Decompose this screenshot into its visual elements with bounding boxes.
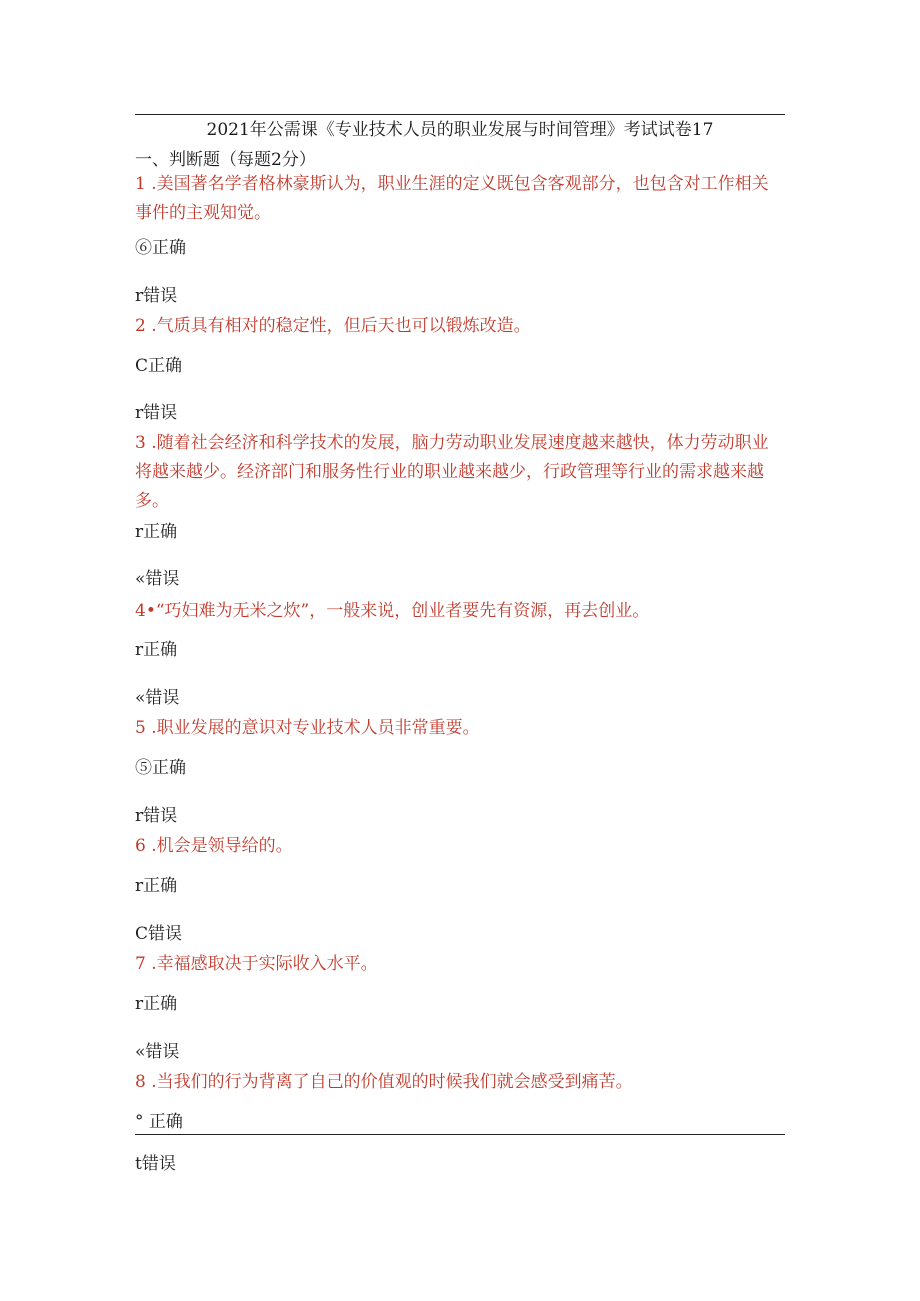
q7-option-true[interactable]: r正确 bbox=[135, 994, 178, 1014]
exam-title: 2021年公需课《专业技术人员的职业发展与时间管理》考试试卷17 bbox=[206, 120, 714, 140]
question-2: 2 .气质具有相对的稳定性，但后天也可以锻炼改造。 bbox=[135, 316, 531, 336]
q6-option-true[interactable]: r正确 bbox=[135, 876, 178, 896]
q2-option-false[interactable]: r错误 bbox=[135, 403, 178, 423]
bottom-rule bbox=[135, 1134, 785, 1135]
question-6: 6 .机会是领导给的。 bbox=[135, 836, 293, 856]
question-4: 4•“巧妇难为无米之炊”，一般来说，创业者要先有资源，再去创业。 bbox=[135, 601, 650, 621]
q8-option-false[interactable]: t错误 bbox=[135, 1154, 176, 1174]
q1-option-true[interactable]: ⑥正确 bbox=[135, 238, 186, 258]
q5-option-true[interactable]: ⑤正确 bbox=[135, 758, 186, 778]
q3-option-false[interactable]: «错误 bbox=[135, 569, 180, 589]
q6-option-false[interactable]: C错误 bbox=[135, 924, 183, 944]
question-7: 7 .幸福感取决于实际收入水平。 bbox=[135, 954, 378, 974]
q1-option-false[interactable]: r错误 bbox=[135, 286, 178, 306]
q2-option-true[interactable]: C正确 bbox=[135, 356, 183, 376]
question-8: 8 .当我们的行为背离了自己的价值观的时候我们就会感受到痛苦。 bbox=[135, 1072, 633, 1092]
q4-option-false[interactable]: «错误 bbox=[135, 688, 180, 708]
q7-option-false[interactable]: «错误 bbox=[135, 1042, 180, 1062]
question-1: 1 .美国著名学者格林豪斯认为，职业生涯的定义既包含客观部分，也包含对工作相关事件的主观知觉。 bbox=[135, 174, 769, 223]
question-3: 3 .随着社会经济和科学技术的发展，脑力劳动职业发展速度越来越快，体力劳动职业将越来越少。经济部门和服务性行业的职业越来越少，行政管理等行业的需求越来越多。 bbox=[135, 433, 769, 511]
q8-option-true[interactable]: ° 正确 bbox=[135, 1112, 183, 1132]
q3-option-true[interactable]: r正确 bbox=[135, 522, 178, 542]
question-5: 5 .职业发展的意识对专业技术人员非常重要。 bbox=[135, 718, 480, 738]
q4-option-true[interactable]: r正确 bbox=[135, 640, 178, 660]
top-rule bbox=[135, 114, 785, 115]
section-heading: 一、判断题（每题2分） bbox=[135, 150, 316, 170]
q5-option-false[interactable]: r错误 bbox=[135, 806, 178, 826]
